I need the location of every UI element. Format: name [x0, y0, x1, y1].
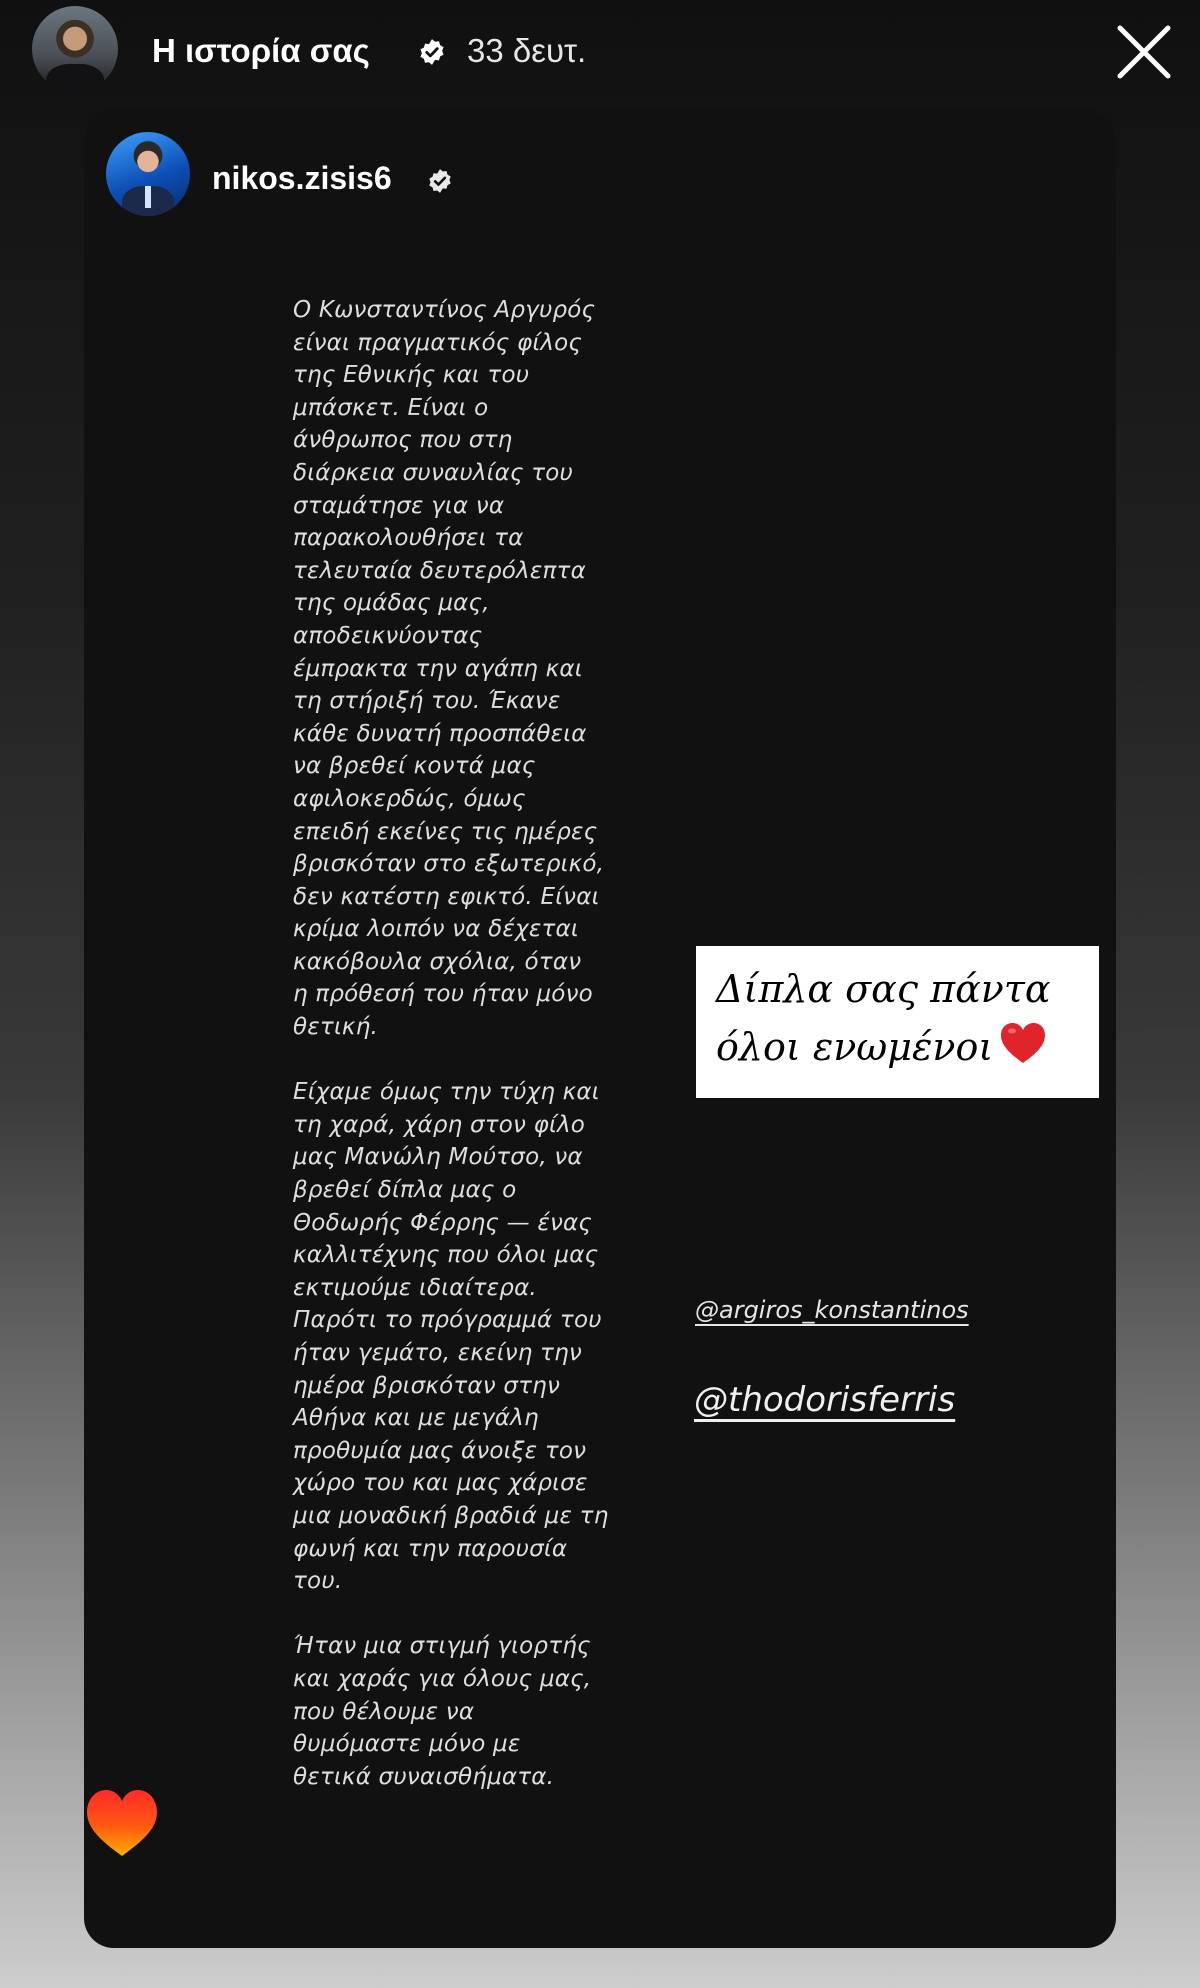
red-heart-icon	[999, 1020, 1047, 1066]
story-paragraph-1: Ο Κωνσταντίνος Αργυρός είναι πραγματικός φίλος της Εθνικής και του μπάσκετ. Είναι ο άνθρωπος που στη διάρκεια συναυλίας του σταμάτησε για να παρακολουθήσει τα τελευταία δευτερόλεπτα της ομάδας μας, αποδεικνύοντας έμπρακτα την αγάπη και τη στήριξή του. Έκανε κάθε δυνατή προσπάθεια να βρεθεί κοντά μας αφιλοκερδώς, όμως επειδή εκείνες τις ημέρες βρισκόταν στο εξωτερικό, δεν κατέστη εφικτό. Είναι κρίμα λοιπόν να δέχεται κακόβουλα σχόλια, όταν η πρόθεσή του ήταν μόνο θετική.	[293, 297, 605, 1041]
story-header	[0, 0, 1200, 104]
author-avatar[interactable]	[106, 132, 190, 216]
verified-badge-icon	[427, 168, 453, 194]
text-sticker	[696, 946, 1099, 1098]
story-owner-title[interactable]: Η ιστορία σας	[152, 32, 370, 69]
story-text-body	[293, 294, 653, 1793]
verified-badge-icon	[418, 38, 446, 66]
story-timestamp: 33 δευτ.	[467, 32, 587, 69]
profile-avatar[interactable]	[32, 6, 118, 92]
close-icon[interactable]	[1114, 22, 1174, 82]
story-paragraph-3: Ήταν μια στιγμή γιορτής και χαράς για όλους μας, που θέλουμε να θυμόμαστε μόνο με θετικά συναισθήματα.	[293, 1633, 592, 1790]
shared-post-card[interactable]	[84, 110, 1116, 1948]
sticker-line-2: όλοι ενωμένοι	[716, 1025, 994, 1069]
story-paragraph-2: Είχαμε όμως την τύχη και τη χαρά, χάρη στον φίλο μας Μανώλη Μούτσο, να βρεθεί δίπλα μας ο Θοδωρής Φέρρης — ένας καλλιτέχνης που όλοι μας εκτιμούμε ιδιαίτερα. Παρότι το πρόγραμμά του ήταν γεμάτο, εκείνη την ημέρα βρισκόταν στην Αθήνα και με μεγάλη προθυμία μας άνοιξε τον χώρο του και μας χάρισε μια μοναδική βραδιά με τη φωνή και την παρουσία του.	[293, 1079, 609, 1595]
mention-tag-ferris[interactable]: @thodorisferris	[694, 1380, 956, 1420]
heart-reaction-icon[interactable]	[84, 1786, 160, 1858]
mention-tag-argiros[interactable]: @argiros_konstantinos	[695, 1296, 969, 1324]
author-username[interactable]: nikos.zisis6	[212, 160, 392, 196]
sticker-line-1: Δίπλα σας πάντα	[716, 967, 1051, 1011]
